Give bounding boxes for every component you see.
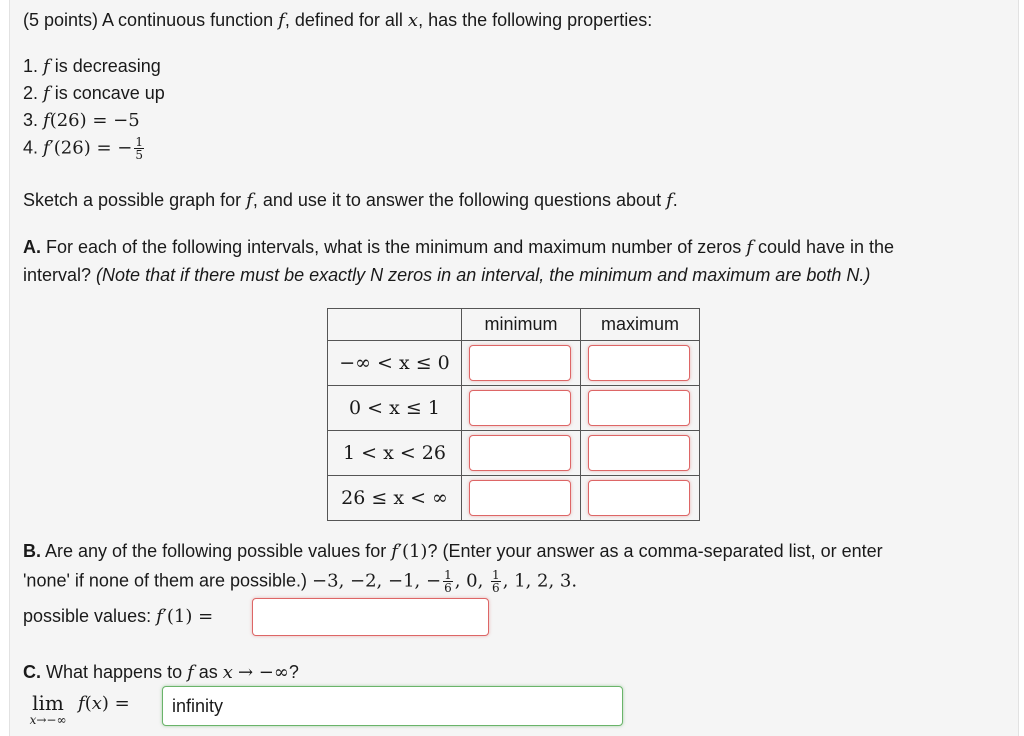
possible-values-input[interactable] <box>252 598 489 636</box>
limit-expression: lim x→−∞ f(x) = <box>29 691 130 727</box>
limit-answer-input[interactable]: infinity <box>162 686 623 726</box>
min-input-row4[interactable] <box>469 480 571 516</box>
max-input-row4[interactable] <box>588 480 690 516</box>
partA-note: (Note that if there must be exactly N zeros in an interval, the minimum and maximum are both N.) <box>96 265 871 285</box>
property-1: 1. f is decreasing <box>23 56 161 77</box>
property-3: 3. f(26) = −5 <box>23 110 140 131</box>
interval-label: 1 < x < 26 <box>328 431 462 476</box>
table-row <box>328 476 700 521</box>
header-maximum: maximum <box>581 309 700 341</box>
partA-question-line2: interval? (Note that if there must be exactly N zeros in an interval, the minimum and maximum are both N.) <box>23 265 871 285</box>
partC-question: C. What happens to f as x → −∞? <box>23 662 299 683</box>
partB-question-line1: B. Are any of the following possible values for f′(1)? (Enter your answer as a comma-separated list, or enter <box>23 541 883 562</box>
property-2: 2. f is concave up <box>23 83 165 104</box>
max-input-row1[interactable] <box>588 345 690 381</box>
table-row <box>328 341 700 386</box>
partA-question-line1: A. For each of the following intervals, what is the minimum and maximum number of zeros f could have in the <box>23 237 895 258</box>
interval-label: −∞ < x ≤ 0 <box>328 341 462 386</box>
table-row <box>328 431 700 476</box>
max-input-row3[interactable] <box>588 435 690 471</box>
problem-panel <box>9 0 1019 736</box>
property-4: 4. f′(26) = − $\frac{1}{5}$ <box>23 135 143 162</box>
partB-answer-label: possible values: f′(1) = <box>23 606 214 627</box>
intro-text: (5 points) A continuous function f, defined for all x, has the following properties: <box>23 10 653 31</box>
interval-label: 0 < x ≤ 1 <box>328 386 462 431</box>
header-minimum: minimum <box>462 309 581 341</box>
zeros-table <box>327 308 700 521</box>
table-corner <box>328 309 462 341</box>
sketch-prompt: Sketch a possible graph for f, and use it to answer the following questions about f. <box>23 190 678 211</box>
table-row <box>328 386 700 431</box>
partB-question-line2: 'none' if none of them are possible.) −3, −2, −1, − $\frac{1}{6}$ , 0, $\frac{1}{6}$ , 1, 2, 3. <box>23 568 578 595</box>
min-input-row1[interactable] <box>469 345 571 381</box>
min-input-row3[interactable] <box>469 435 571 471</box>
min-input-row2[interactable] <box>469 390 571 426</box>
interval-label: 26 ≤ x < ∞ <box>328 476 462 521</box>
max-input-row2[interactable] <box>588 390 690 426</box>
